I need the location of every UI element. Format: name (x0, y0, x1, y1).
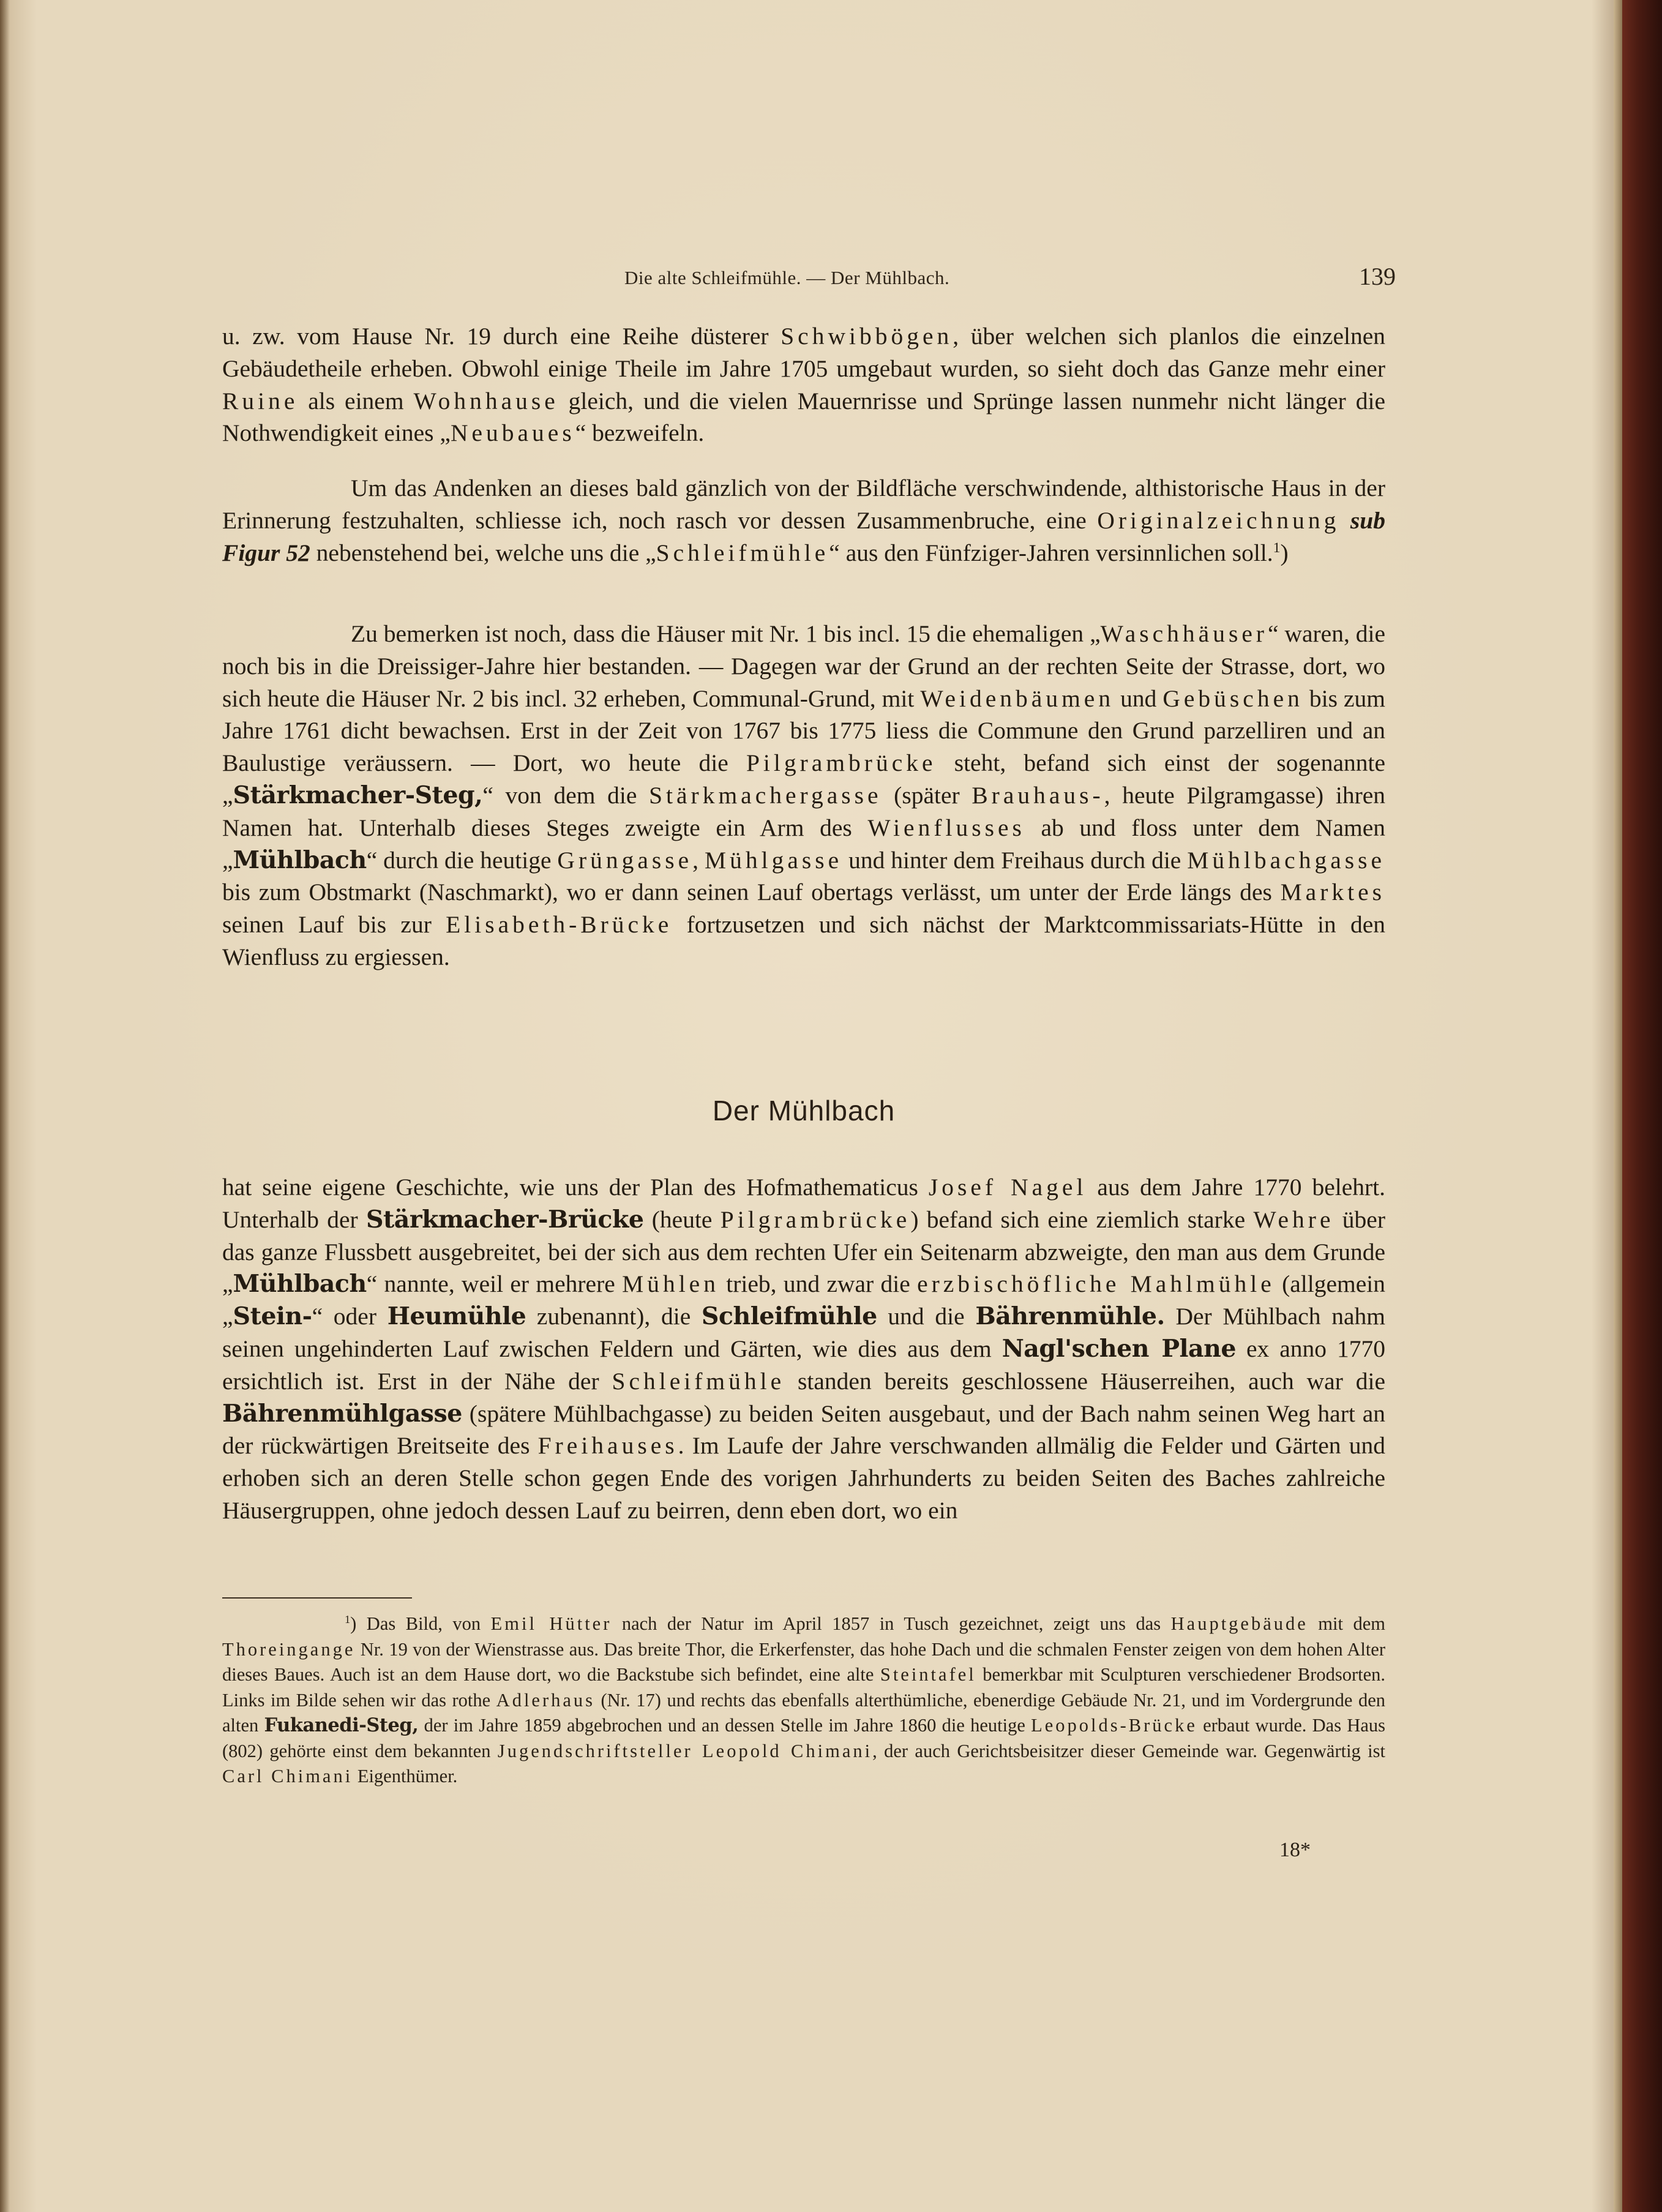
printer-signature: 18* (1279, 1839, 1311, 1861)
page-gutter-shadow (0, 0, 10, 2212)
page-number: 139 (1359, 263, 1396, 290)
footnote-number: 1 (345, 1613, 351, 1625)
footnote-marker: 1 (1273, 539, 1281, 556)
figure-reference: sub Figur 52 (222, 506, 1385, 566)
footnote: $^1$) Das Bild, von Emil Hütter nach der Natur im April 1857 in Tusch gezeichnet, zeigt uns das Hauptgebäude mit dem Thoreingange Nr. 19 von der Wienstrasse aus. Das breite Thor, die Erkerfenster, das hohe Dach und die schmalen Fenster zeigen von dem hohen Alter dieses Baues. Auch ist an dem Hause dort, wo die Backstube sich befindet, eine alte Steintafel bemerkbar mit Sculpturen verschiedener Brodsorten. Links im Bilde sehen wir das rothe Adlerhaus (Nr. 17) und rechts das ebenfalls alterthümliche, ebenerdige Gebäude Nr. 21, und im Vordergrunde den alten Fukanedi-Steg, der im Jahre 1859 abgebrochen und an dessen Stelle im Jahre 1860 die heutige Leopolds-Brücke erbaut wurde. Das Haus (802) gehörte einst dem bekannten Jugendschriftsteller Leopold Chimani, der auch Gerichtsbeisitzer dieser Gemeinde war. Gegenwärtig ist Carl Chimani Eigenthümer. (222, 1613, 1386, 1786)
paragraph-2: Um das Andenken an dieses bald gänzlich von der Bildfläche verschwindende, althistorische Haus in der Erinnerung festzuhalten, schliesse ich, noch rasch vor dessen Zusammenbruche, eine Originalzeichnung sub Figur 52 nebenstehend bei, welche uns die „Schleifmühle“ aus den Fünfziger-Jahren versinnlichen soll.$^1$) (222, 474, 1385, 566)
paragraph-3: Zu bemerken ist noch, dass die Häuser mit Nr. 1 bis incl. 15 die ehemaligen „Waschhäuser“ waren, die noch bis in die Dreissiger-Jahre hier bestanden. — Dagegen war der Grund an der rechten Seite der Strasse, dort, wo sich heute die Häuser Nr. 2 bis incl. 32 erheben, Communal-Grund, mit Weidenbäumen und Gebüschen bis zum Jahre 1761 dicht bewachsen. Erst in der Zeit von 1767 bis 1775 liess die Commune den Grund parzelliren und an Baulustige veräussern. — Dort, wo heute die Pilgrambrücke steht, befand sich einst der sogenannte „Stärkmacher-Steg,“ von dem die Stärkmachergasse (später Brauhaus-, heute Pilgramgasse) ihren Namen hat. Unterhalb dieses Steges zweigte ein Arm des Wienflusses ab und floss unter dem Namen „Mühlbach“ durch die heutige Grüngasse, Mühlgasse und hinter dem Freihaus durch die Mühlbachgasse bis zum Obstmarkt (Naschmarkt), wo er dann seinen Lauf obertags verlässt, um unter der Erde längs des Marktes seinen Lauf bis zur Elisabeth-Brücke fortzusetzen und sich nächst der Marktcommissariats-Hütte in den Wienfluss zu ergiessen. (222, 620, 1386, 970)
book-spine (1622, 0, 1662, 2212)
page-edge (1614, 0, 1622, 2212)
running-title: Die alte Schleifmühle. — Der Mühlbach. (624, 267, 950, 288)
paragraph-4: hat seine eigene Geschichte, wie uns der Plan des Hofmathematicus Josef Nagel aus dem Jahre 1770 belehrt. Unterhalb der Stärkmacher-Brücke (heute Pilgrambrücke) befand sich eine ziemlich starke Wehre über das ganze Flussbett ausgebreitet, bei der sich aus dem rechten Ufer ein Seitenarm abzweigte, den man aus dem Grunde „Mühlbach“ nannte, weil er mehrere Mühlen trieb, und zwar die erzbischöfliche Mahlmühle (allgemein „Stein-“ oder Heumühle zubenannt), die Schleifmühle und die Bährenmühle. Der Mühlbach nahm seinen ungehinderten Lauf zwischen Feldern und Gärten, wie dies aus dem Nagl'schen Plane ex anno 1770 ersichtlich ist. Erst in der Nähe der Schleifmühle standen bereits geschlossene Häuserreihen, auch war die Bährenmühlgasse (spätere Mühlbachgasse) zu beiden Seiten ausgebaut, und der Bach nahm seinen Weg hart an der rückwärtigen Breitseite des Freihauses. Im Laufe der Jahre verschwanden allmälig die Felder und Gärten und erhoben sich an deren Stelle schon gegen Ende des vorigen Jahrhunderts zu beiden Seiten des Baches zahlreiche Häusergruppen, ohne jedoch dessen Lauf zu beirren, denn eben dort, wo ein (222, 1174, 1386, 1524)
section-heading: Der Mühlbach (712, 1095, 896, 1127)
running-header (233, 262, 1396, 299)
footnote-divider (222, 1597, 412, 1599)
paragraph-1: u. zw. vom Hause Nr. 19 durch eine Reihe düsterer Schwibbögen, über welchen sich planlos die einzelnen Gebäudetheile erheben. Obwohl einige Theile im Jahre 1705 umgebaut wurden, so sieht doch das Ganze mehr einer Ruine als einem Wohnhause gleich, und die vielen Mauernrisse und Sprünge lassen nunmehr nicht länger die Nothwendigkeit eines „Neubaues“ bezweifeln. (222, 323, 1385, 447)
